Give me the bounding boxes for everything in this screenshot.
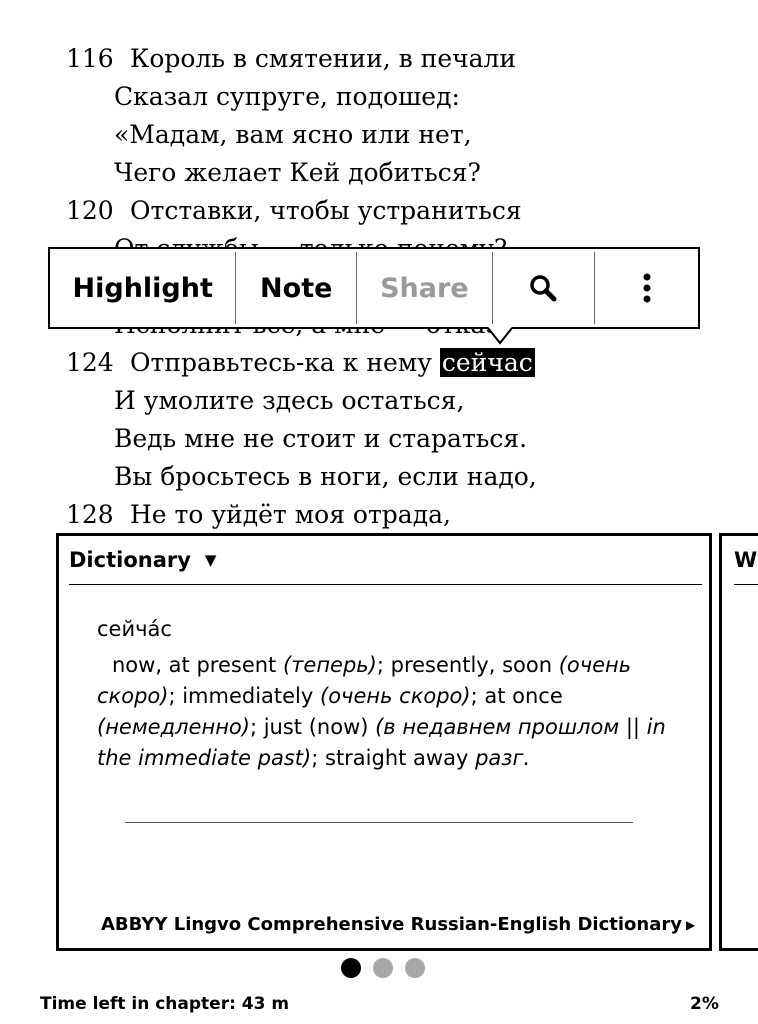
dictionary-source: ABBYY Lingvo Comprehensive Russian-English Dictionary (101, 914, 682, 935)
line-text: Король в смятении, в печали (130, 44, 517, 73)
time-left-in-chapter[interactable]: Time left in chapter: 43 m (40, 994, 290, 1014)
line-text: «Мадам, вам ясно или нет, (114, 120, 472, 149)
toolbar-pointer (488, 327, 512, 351)
def-label: (теперь) (282, 653, 377, 677)
dictionary-selector[interactable] (69, 548, 216, 572)
def-label: (очень скоро) (320, 684, 471, 708)
line-text: Вы бросьтесь в ноги, если надо, (114, 462, 537, 491)
page-dot-active[interactable] (341, 958, 361, 978)
reading-progress: 2% (690, 994, 719, 1014)
note-label: Note (260, 272, 333, 304)
line-number: 120 (66, 196, 114, 225)
line-text: Чего желает Кей добиться? (114, 158, 481, 187)
more-vertical-icon (641, 272, 653, 304)
def-part: ; presently, soon (376, 653, 559, 677)
selected-word[interactable]: сейчас (441, 348, 533, 377)
line-number: 128 (66, 500, 114, 529)
next-card-title: W (734, 548, 758, 572)
next-info-card[interactable] (719, 533, 758, 951)
page-dot[interactable] (405, 958, 425, 978)
highlight-label: Highlight (72, 272, 213, 304)
header-divider (69, 584, 702, 585)
def-label: (очень скоро) (97, 653, 632, 708)
def-part: ; straight away (311, 746, 476, 770)
line-number: 116 (66, 44, 114, 73)
arrow-right-icon: ▶ (685, 917, 696, 932)
def-part: ; at once (470, 684, 563, 708)
def-part: ; just (now) (249, 715, 376, 739)
highlight-button[interactable] (50, 249, 235, 327)
def-part: now, at present (112, 653, 283, 677)
def-label: разг. (475, 746, 531, 770)
dictionary-entry (97, 614, 677, 774)
line-text-with-selection (130, 346, 535, 380)
line-text: Отправьтесь-ка к нему (130, 348, 432, 377)
entry-divider (125, 822, 633, 823)
line-text: Сказал супруге, подошед: (114, 82, 460, 111)
card-pager (341, 958, 425, 978)
selection-toolbar (48, 247, 700, 329)
next-card-divider (734, 584, 758, 585)
headword: сейча́с (97, 617, 172, 641)
dictionary-source-link[interactable] (101, 914, 701, 935)
share-button[interactable] (357, 249, 492, 327)
search-icon (528, 273, 558, 303)
note-button[interactable] (236, 249, 356, 327)
more-options-button[interactable] (595, 249, 698, 327)
search-button[interactable] (493, 249, 595, 327)
dropdown-triangle-icon: ▼ (204, 551, 217, 569)
def-label: (немедленно) (97, 715, 250, 739)
def-part: ; immediately (168, 684, 320, 708)
page-dot[interactable] (373, 958, 393, 978)
def-label: (в недавнем прошлом || in the immediate past) (97, 715, 666, 770)
dictionary-title: Dictionary (69, 548, 191, 572)
definition (97, 650, 677, 774)
line-text: Не то уйдёт моя отрада, (130, 500, 451, 529)
share-label: Share (380, 272, 469, 304)
line-text: И умолите здесь остаться, (114, 386, 465, 415)
line-text: Отставки, чтобы устраниться (130, 196, 522, 225)
line-number: 124 (66, 348, 114, 377)
dictionary-card[interactable] (56, 533, 712, 951)
line-text: Ведь мне не стоит и стараться. (114, 424, 528, 453)
